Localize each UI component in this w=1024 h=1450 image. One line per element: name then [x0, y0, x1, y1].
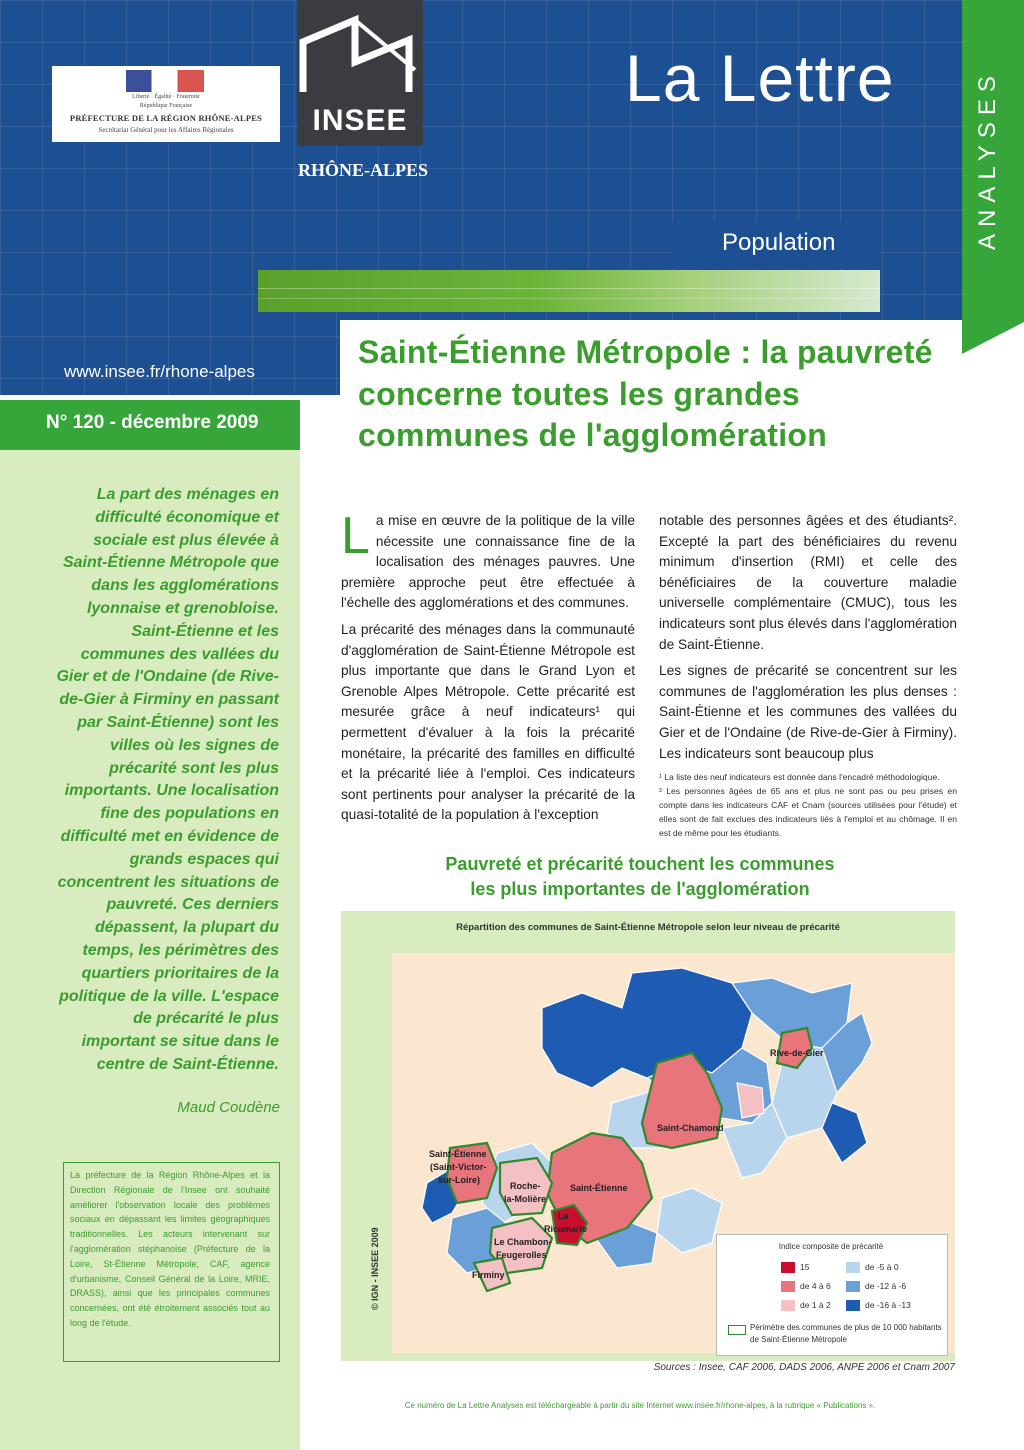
sidebar-summary: La part des ménages en difficulté économique et sociale est plus élevée à Saint-Étienne Métropole que dans les agglomérations lyonnaise et grenobloise. Saint-Étienne et les communes des vallées du Gier et de l'Ondaine (de Rive-de-Gier à Firminy en passant par Saint-Étienne) sont les villes où les signes de précarité sont les plus importants. Une localisation fine des populations en difficulté met en évidence de grands espaces qui concentrent les situations de pauvreté. Ces derniers dépassent, la plupart du temps, les périmètres des quartiers prioritaires de la politique de la ville. L'espace de précarité le plus important se situe dans le centre de Saint-Étienne.	[56, 486, 279, 1073]
website-link[interactable]: www.insee.fr/rhone-alpes	[64, 362, 255, 381]
label-saint-victor-3: sur-Loire)	[438, 1175, 481, 1185]
prefecture-logo	[52, 66, 280, 142]
legend-swatch-4	[846, 1262, 860, 1273]
footer-note: Ce numéro de La Lettre Analyses est téléchargeable à partir du site Internet www.insee.fr/rhone-alpes, à la rubrique « Publications ».	[404, 1401, 876, 1410]
partner-note: La préfecture de la Région Rhône-Alpes et la Direction Régionale de l'Insee ont souhaité améliorer l'observation locale des problèmes sociaux en dépassant les limites géographiques traditionnelles. Les acteurs intervenant sur l'agglomération stéphanoise (Préfecture de la Loire, St-Étienne Métropole, CAF, agence d'urbanisme, Conseil Général de la Loire, MRIE, DRASS), ainsi que les principales communes concernées, ont été étroitement associés tout au long de l'étude.	[70, 1170, 270, 1328]
label-roche-2: la-Molière	[504, 1194, 547, 1204]
label-ricamarie-1: La	[558, 1211, 569, 1221]
legend-swatch-3	[781, 1300, 795, 1311]
label-roche-1: Roche-	[510, 1181, 541, 1191]
label-saint-victor-1: Saint-Étienne	[429, 1149, 487, 1159]
footnote-2: ² Les personnes âgées de 65 ans et plus ne sont pas ou peu prises en compte dans les indicateurs CAF et Cnam (sources utilisées pour l'étude) et elles sont de fait exclues des indicateurs liés à l'emploi et au chômage. Il en est de même pour les étudiants.	[659, 786, 957, 839]
label-firminy: Firminy	[472, 1270, 505, 1280]
legend-label-2: de 4 à 6	[800, 1281, 831, 1291]
legend-swatch-1	[781, 1262, 795, 1273]
legend-outline-label: Périmètre des communes de plus de 10 000 habitants de Saint-Étienne Métropole	[750, 1323, 942, 1344]
paragraph-3: notable des personnes âgées et des étudiants². Excepté la part des bénéficiaires du revenu minimum d'insertion (RMI) et celle des bénéficiaires de la couverture maladie universelle complémentaire (CMUC), tous les indicateurs sont plus élevés dans l'agglomération de Saint-Étienne.	[659, 513, 957, 652]
legend-items	[716, 1258, 946, 1318]
map-copyright: © IGN - INSEE 2009	[370, 1227, 380, 1310]
figure-title: Pauvreté et précarité touchent les communes les plus importantes de l'agglomération	[445, 854, 835, 899]
insee-region: RHÔNE-ALPES	[298, 160, 429, 180]
legend-label-3: de 1 à 2	[800, 1300, 831, 1310]
label-chambon-2: Feugerolles	[496, 1250, 547, 1260]
legend-label-5: de -12 à -6	[865, 1281, 907, 1291]
green-photo-strip	[258, 270, 880, 312]
legend-title: Indice composite de précarité	[778, 1242, 884, 1251]
label-ricamarie-2: Ricamarie	[544, 1224, 588, 1234]
label-rive-de-gier: Rive-de-Gier	[770, 1048, 824, 1058]
footnote-1: ¹ La liste des neuf indicateurs est donnée dans l'encadré méthodologique.	[659, 772, 940, 783]
insee-mark-icon	[297, 0, 423, 100]
insee-word: INSEE	[312, 104, 408, 137]
paragraph-1: a mise en œuvre de la politique de la ville nécessite une connaissance fine de la localisation des ménages pauvres. Une première approche peut être effectuée à l'échelle des agglomérations et des communes.	[341, 513, 635, 611]
prefecture-sub: Secrétariat Général pour les Affaires Régionales	[98, 126, 234, 134]
author-name: Maud Coudène	[177, 1099, 280, 1116]
series-label: ANALYSES	[974, 69, 1001, 251]
article-title: Saint-Étienne Métropole : la pauvreté concerne toutes les grandes communes de l'agglomération	[358, 334, 933, 453]
prefecture-republic: République Française	[139, 103, 193, 109]
paragraph-2: La précarité des ménages dans la communauté d'agglomération de Saint-Étienne Métropole est plus importante que dans le Grand Lyon et Grenoble Alpes Métropole. Cette précarité est mesurée grâce à neuf indicateurs¹ qui permettent d'évaluer à la fois la précarité monétaire, la précarité des familles en difficulté et la précarité liée à l'emploi. Ces indicateurs sont pertinents pour analyser la précarité de la quasi-totalité de la population à l'exception	[341, 621, 635, 823]
legend-swatch-6	[846, 1300, 860, 1311]
prefecture-name: PRÉFECTURE DE LA RÉGION RHÔNE-ALPES	[69, 113, 263, 123]
article-column-right	[659, 511, 957, 840]
legend-label-1: 15	[800, 1262, 810, 1272]
legend-swatch-5	[846, 1281, 860, 1292]
label-chambon-1: Le Chambon-	[494, 1237, 552, 1247]
commune-pink-east	[737, 1083, 764, 1118]
article-column-left	[341, 507, 635, 832]
legend-outline-swatch	[728, 1325, 746, 1335]
issue-label: N° 120 - décembre 2009	[46, 412, 259, 433]
theme-label: Population	[722, 229, 836, 256]
insee-logo	[297, 0, 423, 146]
label-saint-victor-2: (Saint-Victor-	[430, 1162, 487, 1172]
label-saint-chamond: Saint-Chamond	[657, 1123, 724, 1133]
legend-label-4: de -5 à 0	[865, 1262, 899, 1272]
label-saint-etienne: Saint-Étienne	[570, 1183, 628, 1193]
publication-title: La Lettre	[625, 41, 895, 115]
paragraph-4: Les signes de précarité se concentrent sur les communes de l'agglomération les plus denses : Saint-Étienne et les communes des vallées du Gier et de l'Ondaine (de Rive-de-Gier à Firminy). Les indicateurs sont beaucoup plus	[659, 663, 957, 761]
dropcap: L	[341, 507, 370, 565]
prefecture-motto: Liberté · Égalité · Fraternité	[132, 94, 200, 100]
series-bar-tip	[962, 322, 1024, 354]
marianne-flag-icon	[126, 70, 204, 92]
legend-label-6: de -16 à -13	[865, 1300, 911, 1310]
figure-sources: Sources : Insee, CAF 2006, DADS 2006, ANPE 2006 et Cnam 2007	[653, 1362, 955, 1373]
map-caption: Répartition des communes de Saint-Étienne Métropole selon leur niveau de précarité	[456, 922, 840, 933]
legend-swatch-2	[781, 1281, 795, 1292]
